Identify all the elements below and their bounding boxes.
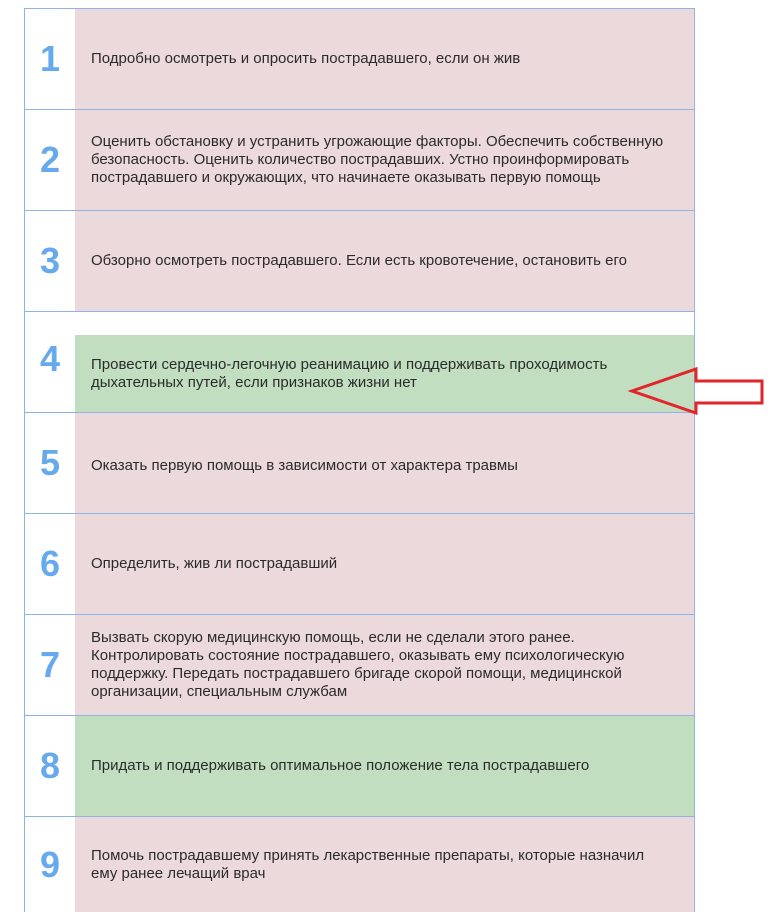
steps-table <box>24 8 695 904</box>
step-row-4 <box>24 311 695 412</box>
step-number: 9 <box>25 817 75 912</box>
step-cell-highlighted <box>75 312 694 412</box>
step-number: 8 <box>25 716 75 816</box>
step-text: Оценить обстановку и устранить угрожающие факторы. Обеспечить собственную безопасность. Оценить количество пострадавших. Устно проинформировать пострадавшего и окружающих, что начинаете оказывать первую помощь <box>75 110 694 210</box>
step-text: Подробно осмотреть и опросить пострадавшего, если он жив <box>75 9 694 109</box>
step-number: 3 <box>25 211 75 311</box>
step-number: 2 <box>25 110 75 210</box>
step-row-8 <box>24 715 695 816</box>
step-row-5 <box>24 412 695 513</box>
step-text: Определить, жив ли пострадавший <box>75 514 694 614</box>
step-number: 7 <box>25 615 75 715</box>
step-row-1 <box>24 8 695 109</box>
step-number: 6 <box>25 514 75 614</box>
step-text: Помочь пострадавшему принять лекарственные препараты, которые назначил ему ранее лечащий врач <box>75 817 694 912</box>
step-text: Придать и поддерживать оптимальное положение тела пострадавшего <box>75 716 694 816</box>
step-row-3 <box>24 210 695 311</box>
left-arrow-icon <box>628 366 768 416</box>
step-number: 4 <box>25 312 75 412</box>
step-number: 1 <box>25 9 75 109</box>
step-text: Провести сердечно-легочную реанимацию и поддерживать проходимость дыхательных путей, если признаков жизни нет <box>75 335 694 412</box>
step-row-9 <box>24 816 695 912</box>
step-number: 5 <box>25 413 75 513</box>
step-text: Обзорно осмотреть пострадавшего. Если есть кровотечение, остановить его <box>75 211 694 311</box>
step-text: Вызвать скорую медицинскую помощь, если не сделали этого ранее. Контролировать состояние пострадавшего, оказывать ему психологическую поддержку. Передать пострадавшего бригаде скорой помощи, медицинской организации, специальным службам <box>75 615 694 715</box>
step-text: Оказать первую помощь в зависимости от характера травмы <box>75 413 694 513</box>
step-row-6 <box>24 513 695 614</box>
step-row-7 <box>24 614 695 715</box>
step-row-2 <box>24 109 695 210</box>
